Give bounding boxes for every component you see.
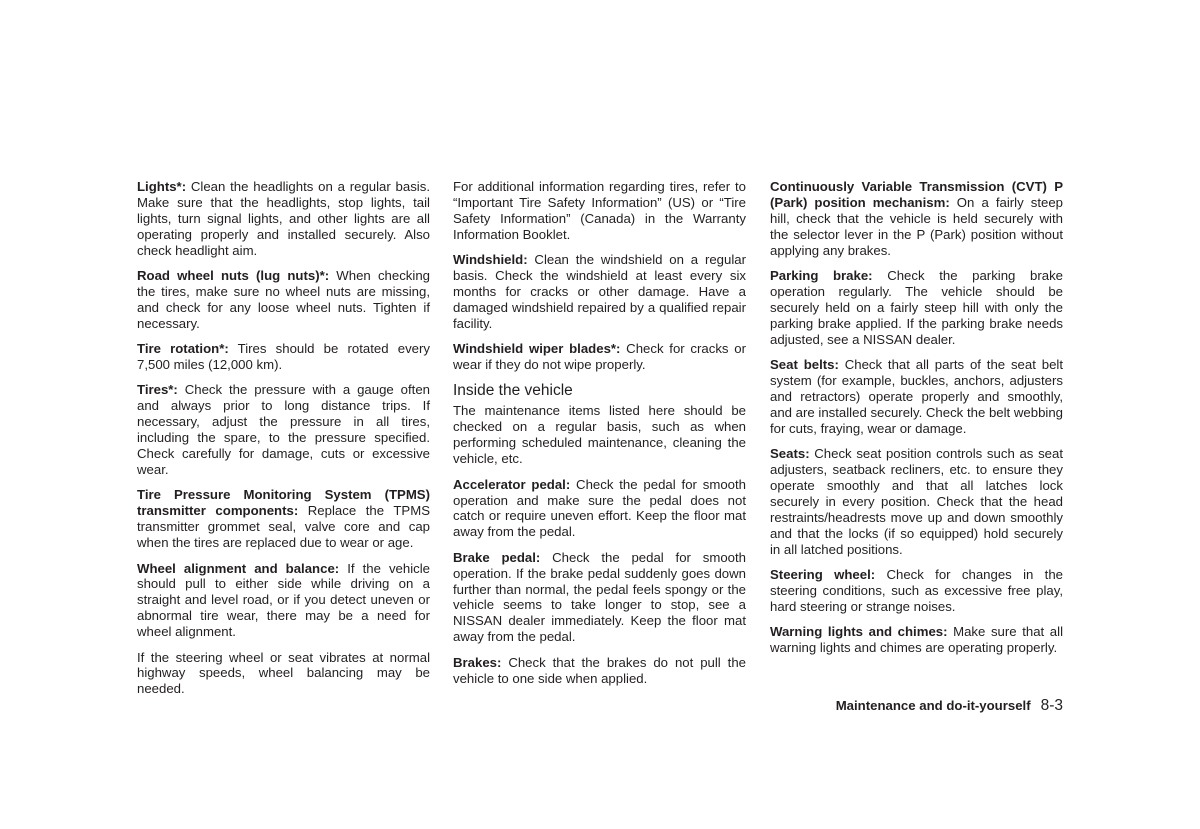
text-lights: Clean the headlights on a regular basis. Make sure that the headlights, stop lights, tail lights, turn signal lights, and other lights are all operating properly and installed securely. Also check headlight aim. — [137, 179, 430, 258]
footer-section-title: Maintenance and do-it-yourself — [835, 698, 1031, 713]
text-tire-rotation: Tires should be rotated every 7,500 miles (12,000 km). — [137, 341, 431, 373]
paragraph-road-wheel-nuts — [137, 268, 430, 332]
column-middle — [453, 179, 746, 696]
term-brakes: Brakes: — [453, 654, 502, 670]
term-warning-lights: Warning lights and chimes: — [770, 624, 948, 640]
term-seat-belts: Seat belts: — [770, 357, 839, 373]
text-cvt-park: On a fairly steep hill, check that the vehicle is held securely with the selector lever in the P (Park) position without applying any brakes. — [770, 194, 1063, 258]
text-warning-lights: Make sure that all warning lights and chimes are operating properly. — [770, 624, 1064, 656]
text-steering-wheel: Check for changes in the steering conditions, such as excessive free play, hard steering or strange noises. — [770, 566, 1064, 614]
column-right — [770, 179, 1063, 665]
term-steering-wheel: Steering wheel: — [770, 566, 876, 582]
paragraph-tires — [137, 382, 430, 477]
paragraph-inside-intro — [453, 403, 746, 467]
text-inside-intro: The maintenance items listed here should be checked on a regular basis, such as when performing scheduled maintenance, cleaning the vehicle, etc. — [453, 403, 746, 467]
term-cvt-park: Continuously Variable Transmission (CVT) P (Park) position mechanism: — [770, 179, 1063, 210]
page-number: 8-3 — [1040, 697, 1063, 714]
paragraph-tpms — [137, 487, 430, 551]
text-brakes: Check that the brakes do not pull the vehicle to one side when applied. — [453, 654, 746, 686]
term-road-wheel-nuts: Road wheel nuts (lug nuts)*: — [137, 268, 330, 284]
term-parking-brake: Parking brake: — [770, 268, 873, 284]
paragraph-lights — [137, 179, 430, 259]
paragraph-steering-wheel — [770, 567, 1063, 615]
text-wiper-blades: Check for cracks or wear if they do not wipe properly. — [453, 341, 746, 373]
text-road-wheel-nuts: When checking the tires, make sure no wheel nuts are missing, and check for any loose wheel nuts. Tighten if necessary. — [137, 268, 430, 331]
paragraph-parking-brake — [770, 268, 1063, 348]
term-wiper-blades: Windshield wiper blades*: — [453, 341, 621, 357]
term-brake-pedal: Brake pedal: — [453, 549, 541, 565]
text-parking-brake: Check the parking brake operation regularly. The vehicle should be securely held on a fairly steep hill with only the parking brake applied. If the parking brake needs adjusted, see a NISSAN dealer. — [770, 268, 1063, 347]
text-tire-info: For additional information regarding tires, refer to “Important Tire Safety Information” (US) or “Tire Safety Information” (Canada) in the Warranty Information Booklet. — [453, 179, 746, 242]
term-windshield: Windshield: — [453, 252, 528, 268]
paragraph-tire-info — [453, 179, 746, 243]
paragraph-tire-rotation — [137, 341, 430, 373]
paragraph-wiper-blades — [453, 341, 746, 373]
term-tpms: Tire Pressure Monitoring System (TPMS) transmitter components: — [137, 487, 430, 519]
text-wheel-alignment: If the vehicle should pull to either side while driving on a straight and level road, or if you detect uneven or abnormal tire wear, there may be a need for wheel alignment. — [137, 560, 431, 640]
text-tires: Check the pressure with a gauge often and always prior to long distance trips. If necessary, adjust the pressure in all tires, including the spare, to the pressure specified. Check carefully for damage, cuts or excessive wear. — [137, 382, 430, 477]
text-brake-pedal: Check the pedal for smooth operation. If the brake pedal suddenly goes down further than normal, the pedal feels spongy or the vehicle seems to take longer to stop, see a NISSAN dealer immediately. Keep the floor mat away from the pedal. — [453, 549, 746, 645]
subheading-inside-vehicle: Inside the vehicle — [453, 382, 573, 400]
paragraph-windshield — [453, 252, 746, 332]
paragraph-wheel-balancing — [137, 650, 430, 698]
paragraph-accelerator-pedal — [453, 477, 746, 541]
term-lights: Lights*: — [137, 179, 187, 194]
paragraph-seats — [770, 446, 1063, 557]
term-seats: Seats: — [770, 446, 810, 462]
paragraph-warning-lights — [770, 624, 1063, 656]
term-tires: Tires*: — [137, 382, 178, 398]
term-wheel-alignment: Wheel alignment and balance: — [137, 560, 340, 576]
term-tire-rotation: Tire rotation*: — [137, 341, 229, 357]
paragraph-wheel-alignment — [137, 561, 430, 641]
text-seats: Check seat position controls such as seat adjusters, seatback recliners, etc. to ensure they operate smoothly and that all latches lock securely in every position. Check that the head restraints/headrests move up and down smoothly and that the locks (if so equipped) hold securely in all latched positions. — [770, 446, 1063, 557]
paragraph-seat-belts — [770, 357, 1063, 437]
paragraph-cvt-park — [770, 179, 1063, 259]
text-accelerator-pedal: Check the pedal for smooth operation and make sure the pedal does not catch or require uneven effort. Keep the floor mat away from the pedal. — [453, 476, 746, 540]
paragraph-brake-pedal — [453, 550, 746, 645]
text-tpms: Replace the TPMS transmitter grommet seal, valve core and cap when the tires are replaced due to wear or age. — [137, 503, 430, 551]
term-accelerator-pedal: Accelerator pedal: — [453, 476, 571, 492]
text-seat-belts: Check that all parts of the seat belt system (for example, buckles, anchors, adjusters and retractors) operate properly and smoothly, and are installed securely. Check the belt webbing for cuts, fraying, wear or damage. — [770, 357, 1063, 436]
paragraph-brakes — [453, 655, 746, 687]
column-left — [137, 179, 430, 707]
page-footer — [770, 697, 1063, 715]
text-windshield: Clean the windshield on a regular basis. Check the windshield at least every six months for cracks or other damage. Have a damaged windshield repaired by a qualified repair facility. — [453, 252, 746, 331]
text-wheel-balancing: If the steering wheel or seat vibrates at normal highway speeds, wheel balancing may be needed. — [137, 649, 430, 697]
